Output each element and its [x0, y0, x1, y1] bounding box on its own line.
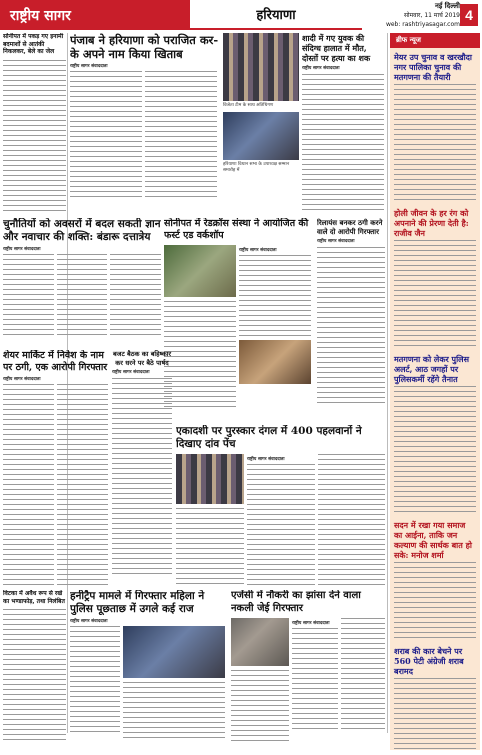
story-main: [70, 33, 220, 216]
assembly-photo: [223, 112, 299, 160]
byline: राष्ट्रीय सागर संवाददाता: [247, 457, 285, 462]
story-reliance: [317, 218, 385, 423]
web-address: web: rashtriyasagar.com: [385, 20, 460, 28]
section-name: हरियाणा: [190, 0, 362, 30]
story-main-photo: [223, 33, 299, 216]
story-left-bottom: [3, 590, 66, 750]
police-photo: [231, 618, 289, 666]
story-challenges: [3, 218, 161, 348]
byline: राष्ट्रीय सागर संवाददाता: [70, 619, 108, 624]
brief-item: मतगणना को लेकर पुलिस अलर्ट, आठ जगहों पर पुलिसकर्मी रहेंगे तैनात: [394, 354, 470, 384]
masthead: [0, 0, 482, 30]
workshop-photo-1: [164, 245, 236, 297]
headline: बजट बैठक का बहिष्कार कर धरने पर बैठे पार्षद: [112, 350, 172, 367]
brief-item: सदन में रखा गया समाज का आईना, ताकि जन कल्याण की सार्थक बात हो सके: मनोज शर्मा: [394, 520, 472, 560]
city: नई दिल्ली: [434, 1, 460, 10]
story-redcross: [164, 218, 314, 423]
photo-caption-2: हरियाणा विधान सभा के उपाध्यक्ष सम्मान समारोह में: [223, 162, 290, 173]
byline: राष्ट्रीय सागर संवाददाता: [3, 377, 41, 382]
story-budget: [112, 350, 172, 588]
byline: राष्ट्रीय सागर संवाददाता: [292, 621, 330, 626]
headline: एकादशी पर पुरस्कार दंगल में 400 पहलवानों ने दिखाए दांव पेंच: [176, 425, 362, 450]
byline: राष्ट्रीय सागर संवाददाता: [302, 66, 340, 71]
story-honeytrap: [70, 590, 228, 750]
story-left-top: [3, 33, 66, 216]
accused-photo: [123, 626, 225, 678]
story-agency: [231, 590, 385, 750]
photo-caption: विजेता टीम के साथ अतिथिगण: [223, 103, 274, 108]
byline: राष्ट्रीय सागर संवाददाता: [317, 239, 355, 244]
story-dangal: [176, 425, 385, 588]
byline: राष्ट्रीय सागर संवाददाता: [112, 370, 150, 375]
story-marriage: [302, 33, 384, 216]
story-stock: [3, 350, 109, 588]
headline: सोनीपत में पकड़ गए इनामी बदमाशों से आतंकी निकलकर, बेले का जेल: [3, 33, 64, 55]
brief-news-sidebar: [390, 33, 480, 750]
page-number: 4: [460, 4, 478, 26]
headline: चुनौतियों को अवसरों में बदल सकती ज्ञान और नवाचार की शक्ति: बंडारू दत्तात्रेय: [3, 218, 161, 243]
headline: रिलायंस बनकर ठगी करने वाले दो आरोपी गिरफ्तार: [317, 218, 383, 236]
team-photo: [223, 33, 299, 101]
headline: विटका में अवैध रूप से रखे का भण्डाफोड़, तथा निलंबित: [3, 590, 65, 605]
paper-name: राष्ट्रीय सागर: [0, 0, 190, 30]
headline: सोनीपत में रेडक्रॉस संस्था ने आयोजित की फर्स्ट एड वर्कशॉप: [164, 218, 309, 241]
headline: पंजाब ने हरियाणा को पराजित कर- के अपने नाम किया खिताब: [70, 33, 219, 61]
brief-item: शराब की कार बेचने पर 560 पेटी अंग्रेजी शराब बरामद: [394, 646, 464, 676]
byline: राष्ट्रीय सागर संवाददाता: [3, 247, 41, 252]
sidebar-title: ब्रीफ न्यूज: [390, 33, 480, 48]
brief-item: मेयर उप चुनाव व खरखौदा नगर पालिका चुनाव की मतगणना की तैयारी: [394, 52, 473, 82]
headline: हनीट्रैप मामले में गिरफ्तार महिला ने पुलिस पूछताछ में उगले कई राज: [70, 590, 205, 615]
byline: राष्ट्रीय सागर संवाददाता: [70, 64, 108, 69]
headline: एजेंसी में नौकरी का झांसा देने वाला नकली जेई गिरफ्तार: [231, 590, 361, 614]
headline: शेयर मार्किट में निवेश के नाम पर ठगी, एक आरोपी गिरफ्तार: [3, 350, 108, 373]
headline: शादी में गए युवक की संदिग्ध हालात में मौत, दोस्तों पर हत्या का शक: [302, 33, 371, 63]
byline: राष्ट्रीय सागर संवाददाता: [239, 248, 277, 253]
date-line: सोमवार, 11 मार्च 2019: [403, 11, 460, 19]
dangal-photo: [176, 454, 244, 504]
workshop-photo-2: [239, 340, 311, 384]
brief-item: होली जीवन के हर रंग को अपनाने की प्रेरणा देती है: राजीव जैन: [394, 208, 469, 238]
